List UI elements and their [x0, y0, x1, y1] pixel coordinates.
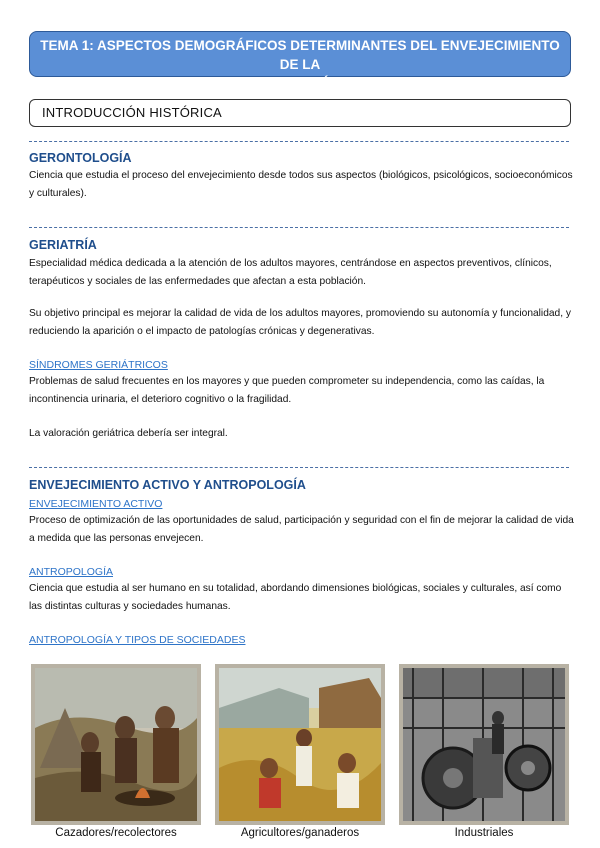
caption-farmers: Agricultores/ganaderos [240, 827, 360, 839]
caption-industrial: Industriales [454, 827, 514, 839]
antropologia-link[interactable]: ANTROPOLOGÍA [29, 566, 114, 578]
section-heading-introduccion: INTRODUCCIÓN HISTÓRICA [29, 99, 571, 127]
geriatria-text-2: Su objetivo principal es mejorar la calidad de vida de los adultos mayores, promoviendo su autonomía y funcionalidad, y reduciendo la aparición o el impacto de patologías crónicas y degenerativas. [29, 308, 571, 337]
tipos-sociedades-link[interactable]: ANTROPOLOGÍA Y TIPOS DE SOCIEDADES [29, 634, 246, 646]
farmers-illustration [219, 668, 381, 821]
title-line-2: POBLACIÓN [259, 76, 341, 91]
hunters-gatherers-image [31, 664, 201, 825]
industrial-image [399, 664, 569, 825]
page-title [29, 31, 571, 91]
sindromes-text: Problemas de salud frecuentes en los mayores y que pueden comprometer su independencia, como las caídas, la incontinencia urinaria, el deterioro cognitivo o la fragilidad. [29, 376, 545, 405]
envejecimiento-activo-link[interactable]: ENVEJECIMIENTO ACTIVO [29, 498, 163, 510]
geriatria-heading: GERIATRÍA [29, 238, 97, 252]
divider [29, 141, 569, 142]
geriatria-text-1: Especialidad médica dedicada a la atención de los adultos mayores, centrándose en aspectos preventivos, clínicos, terapéuticos y sociales de las enfermedades que afectan a esta población. [29, 258, 552, 287]
divider [29, 467, 569, 468]
valoracion-text: La valoración geriátrica debería ser integral. [29, 428, 228, 439]
gerontologia-text: Ciencia que estudia el proceso del envejecimiento desde todos sus aspectos (biológicos, psicológicos, socioeconómicos y culturales). [29, 170, 573, 199]
envejecimiento-heading: ENVEJECIMIENTO ACTIVO Y ANTROPOLOGÍA [29, 478, 306, 492]
title-line-1: TEMA 1: ASPECTOS DEMOGRÁFICOS DETERMINANTES DEL ENVEJECIMIENTO DE LA [40, 38, 560, 72]
envejecimiento-activo-text: Proceso de optimización de las oportunidades de salud, participación y seguridad con el fin de mejorar la calidad de vida a medida que las personas envejecen. [29, 515, 574, 544]
gerontologia-heading: GERONTOLOGÍA [29, 151, 132, 165]
hunters-gatherers-illustration [35, 668, 197, 821]
divider [29, 227, 569, 228]
sindromes-link[interactable]: SÍNDROMES GERIÁTRICOS [29, 359, 168, 371]
antropologia-text: Ciencia que estudia al ser humano en su totalidad, abordando dimensiones biológicas, sociales y culturales, así como las distintas culturas y sociedades humanas. [29, 583, 562, 612]
caption-hunters: Cazadores/recolectores [55, 827, 177, 839]
industrial-illustration [403, 668, 565, 821]
farmers-image [215, 664, 385, 825]
